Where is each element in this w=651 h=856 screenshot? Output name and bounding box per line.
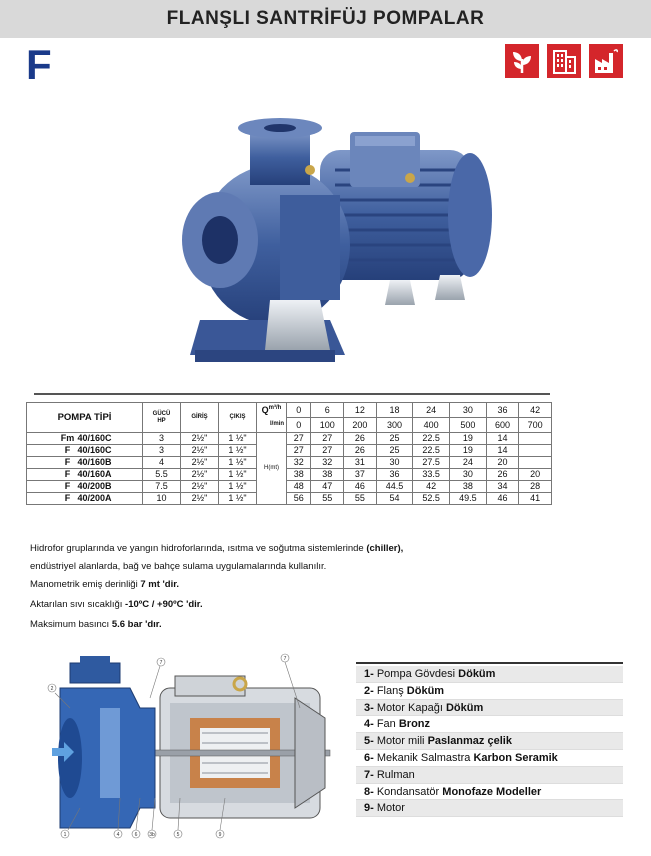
outlet-cell: 1 ½": [219, 445, 257, 457]
q-m3h-1: 6: [311, 403, 344, 418]
col-header-type: POMPA TİPİ: [27, 403, 143, 433]
head-value-cell: 26: [344, 433, 377, 445]
part-number: 7-: [364, 768, 374, 781]
callout-3b: 3b: [149, 832, 155, 838]
head-value-cell: 52.5: [413, 493, 450, 505]
pump-model: 40/160C: [77, 445, 112, 455]
head-value-cell: 38: [450, 481, 487, 493]
head-value-cell: 19: [450, 445, 487, 457]
head-value-cell: 42: [413, 481, 450, 493]
callout-5: 5: [176, 832, 180, 838]
power-cell: 3: [143, 445, 181, 457]
pump-type-cell: [27, 457, 143, 469]
specs-table-body: [27, 433, 552, 505]
head-value-cell: 56: [287, 493, 311, 505]
pump-type-cell: [27, 469, 143, 481]
head-value-cell: 46: [486, 493, 519, 505]
part-name: Pompa Gövdesi: [373, 668, 459, 680]
head-value-cell: 22.5: [413, 433, 450, 445]
head-value-cell: 24: [450, 457, 487, 469]
q-lmin-6: 600: [486, 418, 519, 433]
inlet-cell: 2½": [181, 433, 219, 445]
outlet-cell: 1 ½": [219, 457, 257, 469]
table-row: [27, 433, 552, 445]
h-unit-label: H(mt): [257, 433, 287, 505]
pump-type-prefix: F: [64, 481, 71, 491]
application-icons: [505, 44, 623, 78]
head-value-cell: 25: [376, 445, 413, 457]
part-item: [356, 700, 623, 717]
callout-4: 4: [116, 832, 120, 838]
parts-list: [356, 662, 623, 817]
head-value-cell: 32: [311, 457, 344, 469]
pump-cutaway-drawing: [40, 648, 336, 848]
q-m3h-3: 18: [376, 403, 413, 418]
power-cell: 5.5: [143, 469, 181, 481]
series-letter: F: [26, 41, 52, 88]
table-row: [27, 481, 552, 493]
factory-icon: [589, 44, 623, 78]
inlet-cell: 2½": [181, 481, 219, 493]
head-value-cell: 38: [311, 469, 344, 481]
plant-icon: [505, 44, 539, 78]
col-header-outlet: ÇIKIŞ: [219, 403, 257, 433]
head-value-cell: 36: [376, 469, 413, 481]
q-lmin-3: 300: [376, 418, 413, 433]
q-lmin-0: 0: [287, 418, 311, 433]
pump-type-prefix: F: [64, 445, 71, 455]
part-number: 4-: [364, 718, 374, 731]
part-item: [356, 733, 623, 750]
part-material: Döküm: [406, 684, 445, 697]
part-name: Flanş: [373, 684, 407, 697]
head-value-cell: 30: [376, 457, 413, 469]
head-value-cell: 20: [519, 469, 552, 481]
part-number: 3-: [364, 701, 374, 714]
col-header-inlet: GİRİŞ: [181, 403, 219, 433]
part-name: Motor Kapağı: [373, 701, 446, 714]
head-value-cell: 27.5: [413, 457, 450, 469]
pump-type-prefix: F: [64, 457, 71, 467]
head-value-cell: 48: [287, 481, 311, 493]
part-number: 9-: [364, 802, 374, 815]
callout-6: 6: [134, 832, 138, 838]
pump-type-prefix: F: [64, 493, 71, 503]
part-material: Döküm: [445, 701, 484, 714]
inlet-cell: 2½": [181, 457, 219, 469]
inlet-cell: 2½": [181, 445, 219, 457]
head-value-cell: 44.5: [376, 481, 413, 493]
head-value-cell: [519, 445, 552, 457]
callout-2: 2: [50, 686, 54, 692]
power-cell: 10: [143, 493, 181, 505]
part-name: Fan: [373, 718, 399, 731]
outlet-cell: 1 ½": [219, 433, 257, 445]
part-material: Döküm: [458, 668, 496, 680]
part-item: [356, 800, 623, 817]
power-cell: 3: [143, 433, 181, 445]
head-value-cell: 27: [287, 433, 311, 445]
head-value-cell: 54: [376, 493, 413, 505]
pump-type-cell: [27, 445, 143, 457]
part-item: [356, 750, 623, 767]
head-value-cell: 32: [287, 457, 311, 469]
outlet-cell: 1 ½": [219, 493, 257, 505]
pump-product-image: [170, 100, 510, 375]
outlet-cell: 1 ½": [219, 481, 257, 493]
head-value-cell: 49.5: [450, 493, 487, 505]
head-value-cell: 20: [486, 457, 519, 469]
head-value-cell: 41: [519, 493, 552, 505]
q-lmin-2: 200: [344, 418, 377, 433]
power-cell: 4: [143, 457, 181, 469]
part-item: [356, 666, 623, 683]
part-material: Monofaze Modeller: [442, 785, 542, 798]
part-item: [356, 767, 623, 784]
table-row: [27, 457, 552, 469]
q-m3h-6: 36: [486, 403, 519, 418]
table-row: [27, 493, 552, 505]
pump-type-prefix: F: [64, 469, 71, 479]
inlet-cell: 2½": [181, 469, 219, 481]
pump-model: 40/200B: [77, 481, 112, 491]
head-value-cell: 30: [450, 469, 487, 481]
table-row: [27, 445, 552, 457]
page-banner: FLANŞLI SANTRİFÜJ POMPALAR: [0, 0, 651, 38]
head-value-cell: 38: [287, 469, 311, 481]
pump-type-cell: [27, 433, 143, 445]
q-m3h-5: 30: [450, 403, 487, 418]
q-m3h-4: 24: [413, 403, 450, 418]
part-number: 8-: [364, 785, 374, 798]
pump-model: 40/160A: [77, 469, 112, 479]
inlet-cell: 2½": [181, 493, 219, 505]
pump-model: 40/200A: [77, 493, 112, 503]
part-name: Rulman: [373, 768, 415, 781]
head-value-cell: 19: [450, 433, 487, 445]
head-value-cell: 31: [344, 457, 377, 469]
pump-model: 40/160B: [77, 457, 112, 467]
part-material: Karbon Seramik: [473, 751, 558, 764]
head-value-cell: [519, 433, 552, 445]
col-header-power: GÜCÜ HP: [143, 403, 181, 433]
q-m3h-0: 0: [287, 403, 311, 418]
head-value-cell: 55: [311, 493, 344, 505]
head-value-cell: 14: [486, 445, 519, 457]
head-value-cell: 14: [486, 433, 519, 445]
parts-top-rule: [356, 662, 623, 664]
head-value-cell: 55: [344, 493, 377, 505]
part-name: Motor: [373, 802, 405, 815]
part-number: 5-: [364, 735, 374, 748]
desc-line-4: Aktarılan sıvı sıcaklığı -10ºC / +90ºC 'dir.: [30, 599, 203, 610]
part-number: 2-: [364, 684, 374, 697]
part-material: Bronz: [398, 718, 431, 731]
part-name: Mekanik Salmastra: [373, 751, 474, 764]
desc-line-2: endüstriyel alanlarda, bağ ve bahçe sulama uygulamalarında kullanılır.: [30, 561, 327, 572]
parts-rows: [356, 666, 623, 817]
part-name: Kondansatör: [373, 785, 443, 798]
q-lmin-5: 500: [450, 418, 487, 433]
head-value-cell: 22.5: [413, 445, 450, 457]
head-value-cell: 28: [519, 481, 552, 493]
part-item: [356, 716, 623, 733]
part-name: Motor mili: [373, 735, 428, 748]
head-value-cell: 27: [311, 445, 344, 457]
pump-type-cell: [27, 481, 143, 493]
q-lmin-7: 700: [519, 418, 552, 433]
head-value-cell: 25: [376, 433, 413, 445]
table-row: [27, 469, 552, 481]
part-item: [356, 784, 623, 801]
callout-7a: 7: [159, 660, 163, 666]
q-m3h-2: 12: [344, 403, 377, 418]
head-value-cell: 37: [344, 469, 377, 481]
head-value-cell: 27: [311, 433, 344, 445]
callout-1: 1: [63, 832, 67, 838]
outlet-cell: 1 ½": [219, 469, 257, 481]
table-top-rule: [34, 393, 550, 395]
head-value-cell: 47: [311, 481, 344, 493]
desc-line-1: Hidrofor gruplarında ve yangın hidroforlarında, ısıtma ve soğutma sistemlerinde (chiller),: [30, 543, 404, 554]
head-value-cell: 26: [486, 469, 519, 481]
part-number: 1-: [364, 668, 374, 680]
power-cell: 7.5: [143, 481, 181, 493]
pump-type-cell: [27, 493, 143, 505]
head-value-cell: 46: [344, 481, 377, 493]
pump-type-prefix: Fm: [60, 433, 75, 443]
q-lmin-1: 100: [311, 418, 344, 433]
building-icon: [547, 44, 581, 78]
q-lmin-4: 400: [413, 418, 450, 433]
q-m3h-7: 42: [519, 403, 552, 418]
head-value-cell: 33.5: [413, 469, 450, 481]
desc-line-3: Manometrik emiş derinliği 7 mt 'dir.: [30, 579, 180, 590]
specs-table: [26, 402, 552, 505]
part-item: [356, 683, 623, 700]
callout-9: 9: [218, 832, 222, 838]
part-material: Paslanmaz çelik: [427, 735, 512, 748]
head-value-cell: 34: [486, 481, 519, 493]
callout-7b: 7: [283, 656, 287, 662]
pump-model: 40/160C: [77, 433, 112, 443]
part-number: 6-: [364, 751, 374, 764]
head-value-cell: [519, 457, 552, 469]
head-value-cell: 27: [287, 445, 311, 457]
col-header-q: $Q^{m^3/h}$: [257, 403, 287, 418]
head-value-cell: 26: [344, 445, 377, 457]
col-header-q-unit: l/min: [257, 418, 287, 433]
desc-line-5: Maksimum basıncı 5.6 bar 'dır.: [30, 619, 162, 630]
